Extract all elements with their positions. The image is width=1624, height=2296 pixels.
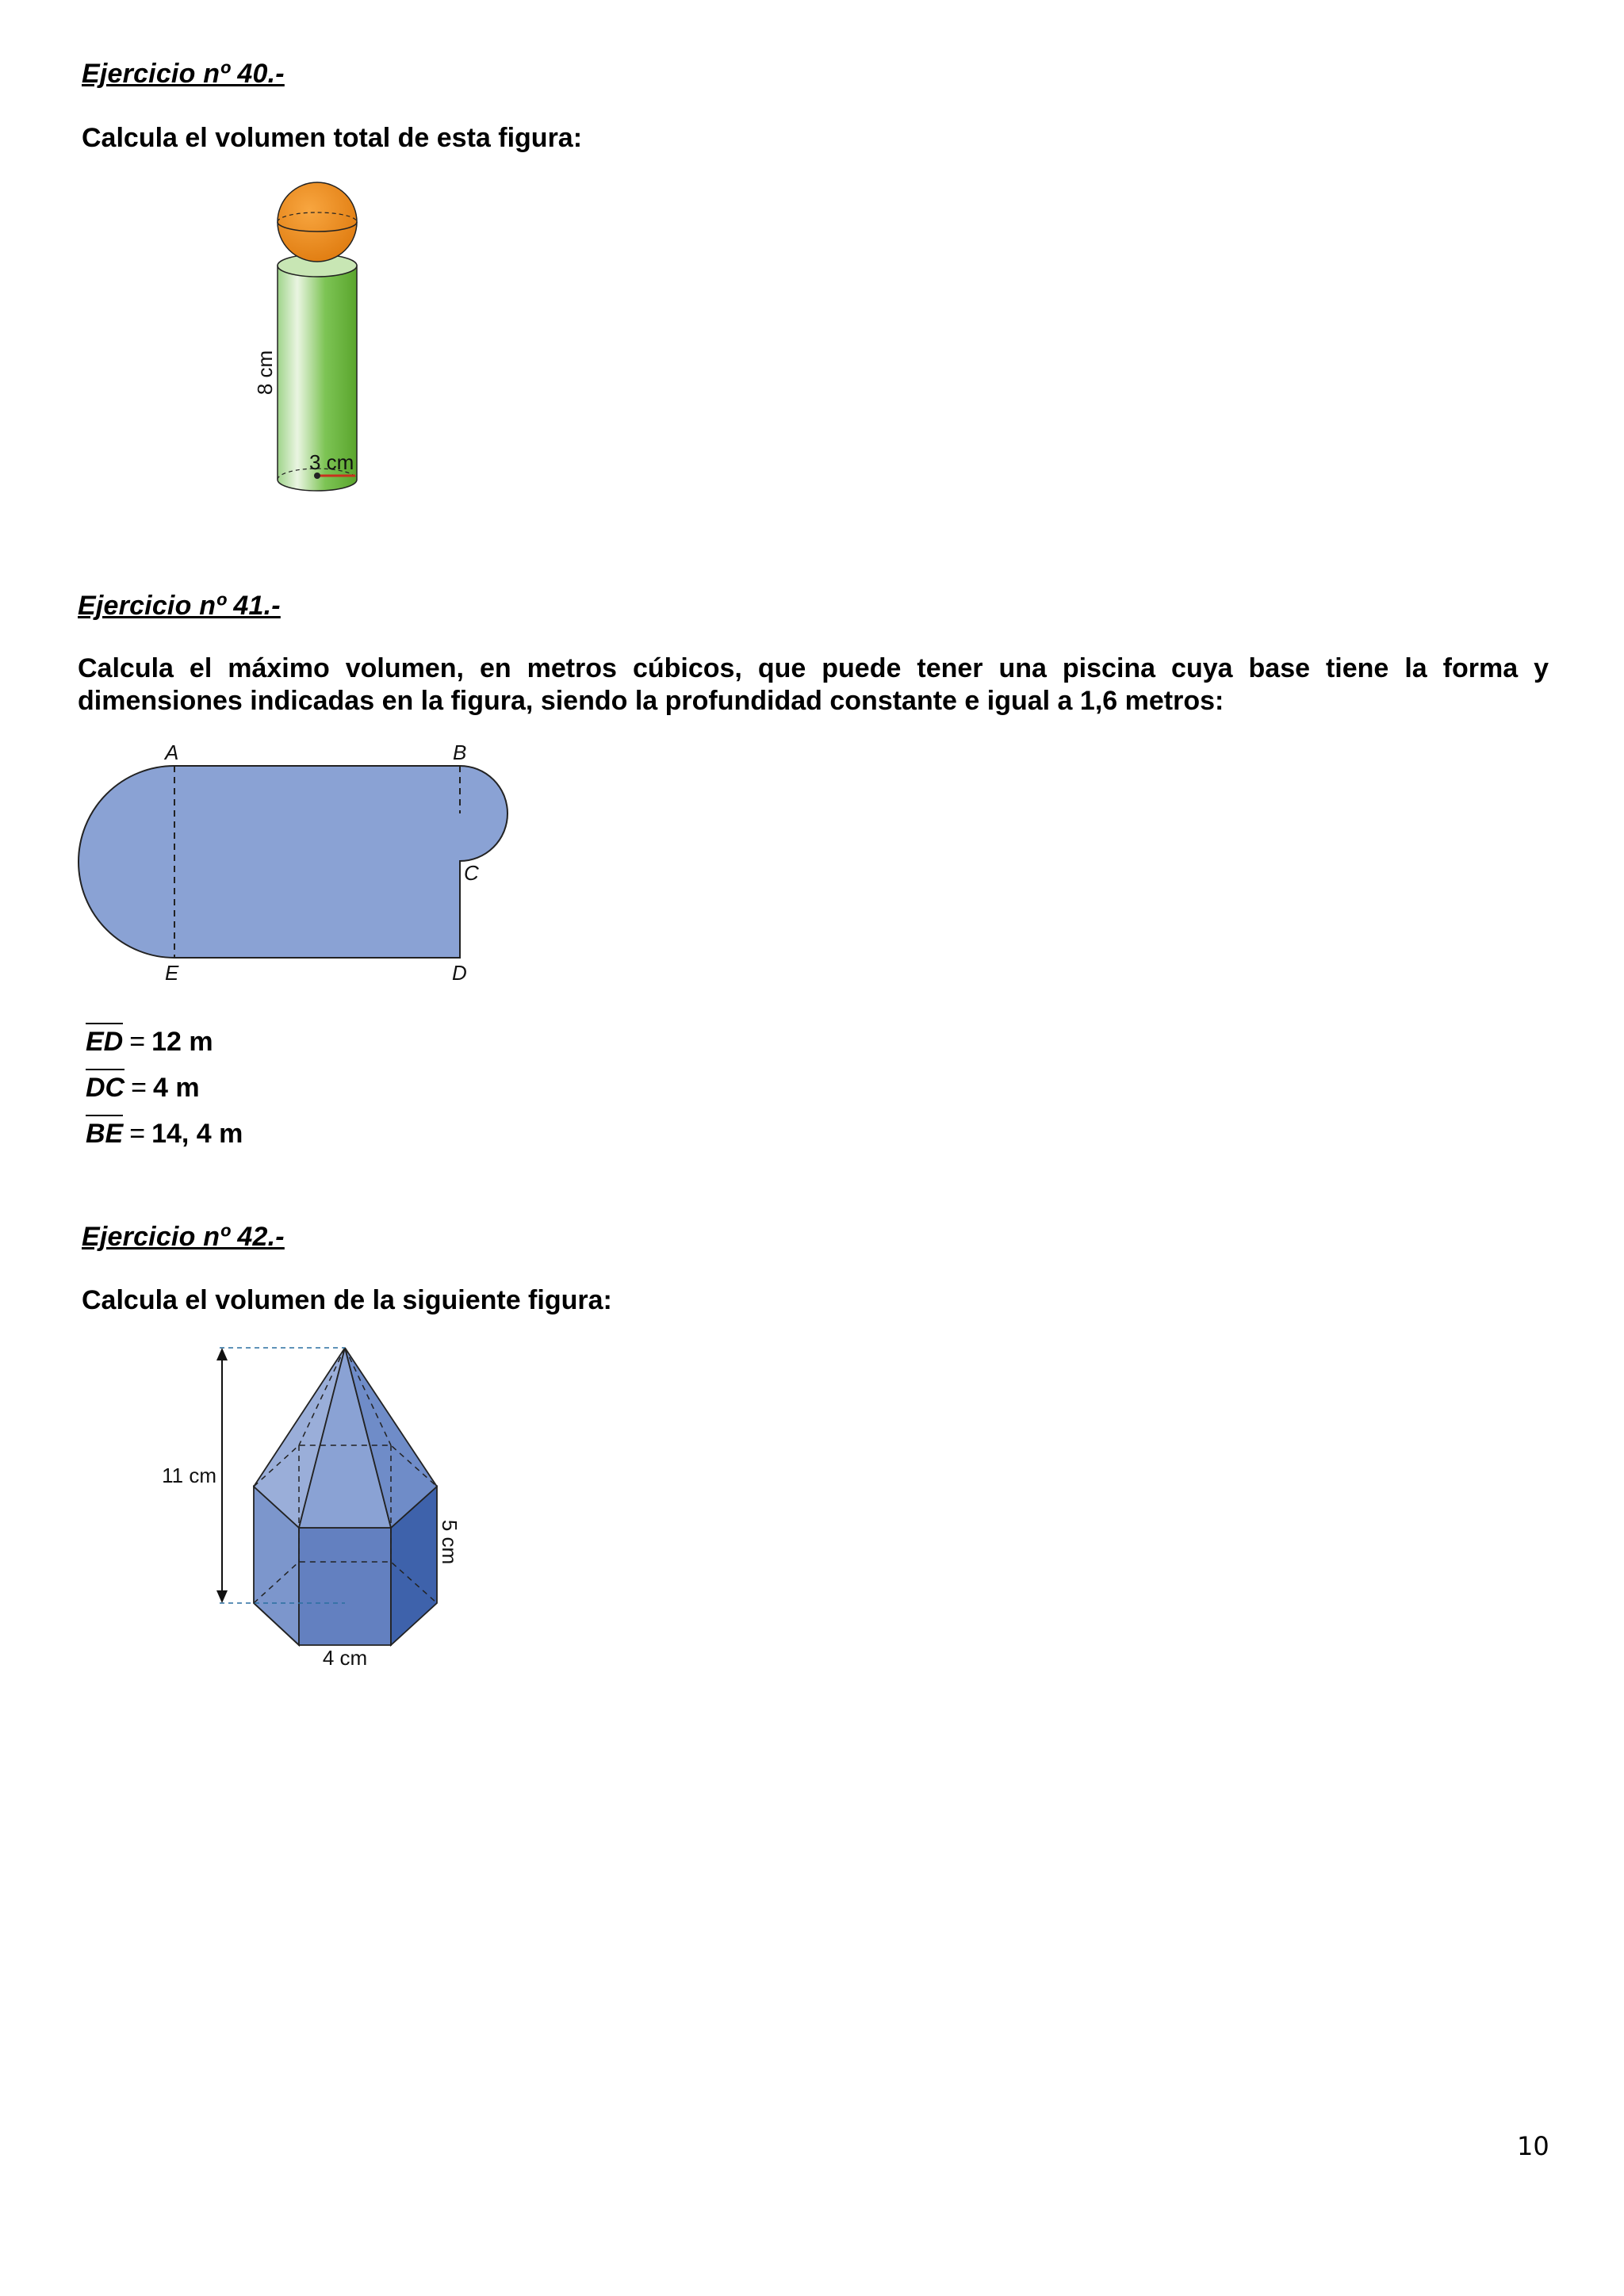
sphere xyxy=(278,182,357,262)
measure-ED-value: 12 m xyxy=(151,1027,213,1057)
segment-DC: DC xyxy=(86,1073,125,1103)
equals-sign: = xyxy=(129,1027,146,1057)
cylinder-sphere-figure xyxy=(238,174,381,507)
measure-DC-value: 4 m xyxy=(152,1073,200,1103)
pool-base-figure xyxy=(71,737,523,991)
point-A: A xyxy=(165,740,179,764)
base-side-label: 4 cm xyxy=(322,1646,368,1670)
pool-shape xyxy=(79,766,508,958)
exercise-41-prompt-line1: Calcula el máximo volumen, en metros cúbicos, que puede tener una piscina cuya base tiene la forma y xyxy=(78,653,1549,683)
prism-height-label: 5 cm xyxy=(438,1519,462,1565)
exercise-41-prompt xyxy=(78,652,1549,718)
segment-ED: ED xyxy=(86,1027,124,1057)
exercise-41-prompt-line2: dimensiones indicadas en la figura, siendo la profundidad constante e igual a 1,6 metros: xyxy=(78,686,1224,716)
equals-sign: = xyxy=(129,1119,146,1149)
exercise-40-heading: Ejercicio nº 40.- xyxy=(82,59,285,89)
point-C: C xyxy=(464,861,479,885)
point-D: D xyxy=(452,961,467,985)
measure-ED xyxy=(86,1027,213,1058)
point-E: E xyxy=(165,961,179,985)
point-B: B xyxy=(453,740,467,764)
pyramid-prism-figure xyxy=(143,1332,508,1681)
cylinder-height-label: 8 cm xyxy=(253,350,277,396)
measure-BE xyxy=(86,1119,243,1150)
exercise-42-heading: Ejercicio nº 42.- xyxy=(82,1222,285,1252)
arrow-up-icon xyxy=(216,1348,228,1360)
measure-BE-value: 14, 4 m xyxy=(151,1119,243,1149)
exercise-40-prompt: Calcula el volumen total de esta figura: xyxy=(82,123,583,153)
segment-BE: BE xyxy=(86,1119,124,1149)
equals-sign: = xyxy=(131,1073,147,1103)
exercise-42-prompt: Calcula el volumen de la siguiente figura: xyxy=(82,1285,612,1315)
exercise-41-heading: Ejercicio nº 41.- xyxy=(78,591,281,621)
total-height-label: 11 cm xyxy=(162,1464,216,1487)
measure-DC xyxy=(86,1073,200,1104)
prism-front-face xyxy=(299,1528,391,1645)
arrow-down-icon xyxy=(216,1590,228,1603)
page-number: 10 xyxy=(1517,2131,1549,2161)
radius-label: 3 cm xyxy=(309,450,354,474)
